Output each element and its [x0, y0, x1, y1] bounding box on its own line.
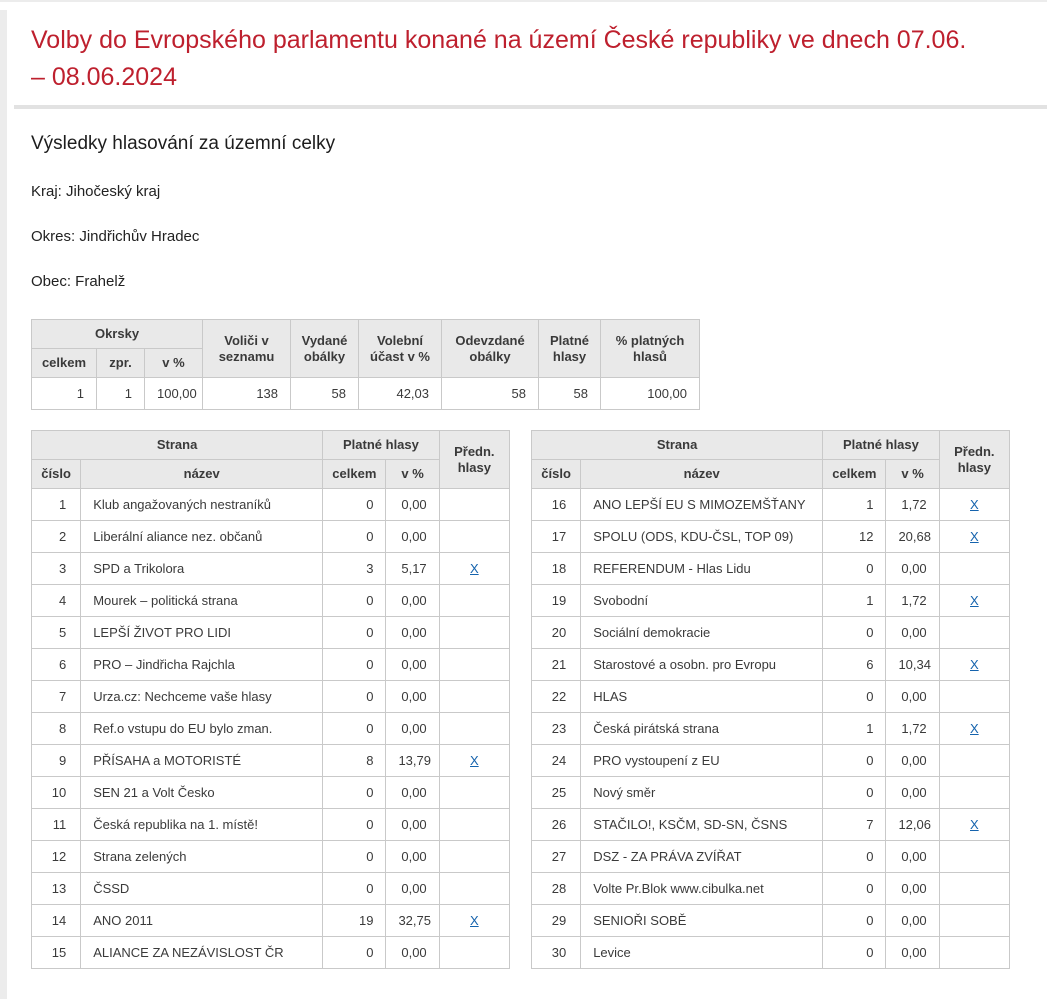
- party-total-cell: 1: [823, 489, 886, 521]
- summary-header-pct-platnych: % platných hlasů: [601, 320, 700, 378]
- party-pct-cell: 0,00: [886, 905, 939, 937]
- party-name-cell: Liberální aliance nez. občanů: [81, 521, 323, 553]
- party-row: [32, 649, 510, 681]
- party-pct-cell: 0,00: [886, 745, 939, 777]
- party-name-cell: Česká republika na 1. místě!: [81, 809, 323, 841]
- party-row: [32, 489, 510, 521]
- party-row: [532, 745, 1010, 777]
- party-number-cell: 16: [532, 489, 581, 521]
- party-total-cell: 0: [323, 873, 386, 905]
- party-pref-cell: [939, 937, 1009, 969]
- party-name-cell: Sociální demokracie: [581, 617, 823, 649]
- party-total-cell: 0: [823, 873, 886, 905]
- summary-platne-value: 58: [539, 378, 601, 410]
- party-total-cell: 0: [323, 649, 386, 681]
- party-name-cell: Ref.o vstupu do EU bylo zman.: [81, 713, 323, 745]
- party-name-cell: PŘÍSAHA a MOTORISTÉ: [81, 745, 323, 777]
- party-pct-cell: 0,00: [386, 777, 439, 809]
- party-row: [32, 937, 510, 969]
- party-header-cislo: číslo: [32, 460, 81, 489]
- party-name-cell: Klub angažovaných nestraníků: [81, 489, 323, 521]
- summary-table: [31, 319, 700, 410]
- page-left-edge-strip: [0, 10, 7, 999]
- party-pct-cell: 10,34: [886, 649, 939, 681]
- summary-header-v-pct: v %: [145, 349, 203, 378]
- party-pref-cell: [439, 873, 509, 905]
- party-name-cell: Nový směr: [581, 777, 823, 809]
- party-row: [532, 649, 1010, 681]
- party-pref-cell: [439, 745, 509, 777]
- party-pref-cell: [439, 937, 509, 969]
- party-row: [32, 809, 510, 841]
- party-name-cell: SPD a Trikolora: [81, 553, 323, 585]
- party-name-cell: REFERENDUM - Hlas Lidu: [581, 553, 823, 585]
- party-pref-cell: [939, 777, 1009, 809]
- party-total-cell: 8: [323, 745, 386, 777]
- party-pref-cell: [939, 553, 1009, 585]
- party-pref-cell: [439, 905, 509, 937]
- party-total-cell: 6: [823, 649, 886, 681]
- party-total-cell: 0: [323, 617, 386, 649]
- pref-votes-link[interactable]: X: [470, 561, 479, 576]
- party-row: [32, 713, 510, 745]
- party-pct-cell: 5,17: [386, 553, 439, 585]
- party-total-cell: 0: [823, 681, 886, 713]
- party-header-platne-hlasy: Platné hlasy: [823, 431, 939, 460]
- party-pct-cell: 0,00: [386, 873, 439, 905]
- party-name-cell: ANO LEPŠÍ EU S MIMOZEMŠŤANY: [581, 489, 823, 521]
- party-number-cell: 9: [32, 745, 81, 777]
- party-header-nazev: název: [581, 460, 823, 489]
- party-pref-cell: [939, 745, 1009, 777]
- party-row: [32, 521, 510, 553]
- party-pref-cell: [939, 905, 1009, 937]
- party-pref-cell: [939, 489, 1009, 521]
- party-total-cell: 0: [323, 713, 386, 745]
- party-total-cell: 19: [323, 905, 386, 937]
- party-number-cell: 27: [532, 841, 581, 873]
- pref-votes-link[interactable]: X: [970, 593, 979, 608]
- party-pct-cell: 0,00: [386, 521, 439, 553]
- title-divider: [14, 105, 1047, 109]
- party-number-cell: 8: [32, 713, 81, 745]
- party-number-cell: 30: [532, 937, 581, 969]
- party-number-cell: 10: [32, 777, 81, 809]
- party-number-cell: 25: [532, 777, 581, 809]
- party-pct-cell: 0,00: [886, 841, 939, 873]
- pref-votes-link[interactable]: X: [970, 721, 979, 736]
- party-number-cell: 5: [32, 617, 81, 649]
- party-name-cell: Česká pirátská strana: [581, 713, 823, 745]
- party-name-cell: Starostové a osobn. pro Evropu: [581, 649, 823, 681]
- party-pref-cell: [439, 617, 509, 649]
- party-name-cell: PRO vystoupení z EU: [581, 745, 823, 777]
- party-row: [32, 617, 510, 649]
- party-pct-cell: 0,00: [386, 489, 439, 521]
- party-pct-cell: 0,00: [886, 873, 939, 905]
- pref-votes-link[interactable]: X: [970, 817, 979, 832]
- party-header-predn-hlasy: Předn. hlasy: [439, 431, 509, 489]
- party-pct-cell: 1,72: [886, 713, 939, 745]
- summary-header-zpr: zpr.: [97, 349, 145, 378]
- party-name-cell: Volte Pr.Blok www.cibulka.net: [581, 873, 823, 905]
- party-row: [32, 873, 510, 905]
- party-number-cell: 7: [32, 681, 81, 713]
- party-header-platne-hlasy: Platné hlasy: [323, 431, 439, 460]
- party-header-celkem: celkem: [823, 460, 886, 489]
- party-pref-cell: [939, 521, 1009, 553]
- party-total-cell: 7: [823, 809, 886, 841]
- party-number-cell: 15: [32, 937, 81, 969]
- summary-pct-platnych-value: 100,00: [601, 378, 700, 410]
- party-pref-cell: [939, 585, 1009, 617]
- summary-header-vydane: Vydané obálky: [291, 320, 359, 378]
- party-row: [32, 905, 510, 937]
- party-pref-cell: [939, 681, 1009, 713]
- party-total-cell: 0: [823, 745, 886, 777]
- party-name-cell: SEN 21 a Volt Česko: [81, 777, 323, 809]
- party-pref-cell: [939, 649, 1009, 681]
- party-number-cell: 22: [532, 681, 581, 713]
- party-pref-cell: [439, 809, 509, 841]
- party-pref-cell: [439, 649, 509, 681]
- party-pct-cell: 0,00: [886, 937, 939, 969]
- party-row: [532, 681, 1010, 713]
- party-total-cell: 0: [823, 553, 886, 585]
- party-pct-cell: 13,79: [386, 745, 439, 777]
- summary-odevzdane-value: 58: [442, 378, 539, 410]
- party-pref-cell: [939, 873, 1009, 905]
- party-number-cell: 29: [532, 905, 581, 937]
- party-number-cell: 20: [532, 617, 581, 649]
- party-row: [532, 777, 1010, 809]
- party-number-cell: 1: [32, 489, 81, 521]
- party-pref-cell: [939, 617, 1009, 649]
- party-tables-wrap: [31, 430, 1047, 969]
- party-number-cell: 17: [532, 521, 581, 553]
- party-name-cell: Strana zelených: [81, 841, 323, 873]
- party-header-v-pct: v %: [886, 460, 939, 489]
- party-total-cell: 0: [323, 681, 386, 713]
- party-name-cell: LEPŠÍ ŽIVOT PRO LIDI: [81, 617, 323, 649]
- pref-votes-link[interactable]: X: [970, 497, 979, 512]
- summary-header-okrsky: Okrsky: [32, 320, 203, 349]
- summary-header-ucast: Volební účast v %: [359, 320, 442, 378]
- party-total-cell: 0: [323, 809, 386, 841]
- party-total-cell: 0: [823, 617, 886, 649]
- pref-votes-link[interactable]: X: [470, 913, 479, 928]
- party-header-cislo: číslo: [532, 460, 581, 489]
- party-pct-cell: 0,00: [386, 937, 439, 969]
- party-header-v-pct: v %: [386, 460, 439, 489]
- party-number-cell: 12: [32, 841, 81, 873]
- party-header-predn-hlasy: Předn. hlasy: [939, 431, 1009, 489]
- party-number-cell: 26: [532, 809, 581, 841]
- party-total-cell: 3: [323, 553, 386, 585]
- party-pct-cell: 0,00: [886, 617, 939, 649]
- party-name-cell: SENIOŘI SOBĚ: [581, 905, 823, 937]
- party-total-cell: 0: [323, 937, 386, 969]
- summary-data-row: [32, 378, 700, 410]
- party-pref-cell: [939, 809, 1009, 841]
- party-row: [32, 841, 510, 873]
- party-total-cell: 12: [823, 521, 886, 553]
- pref-votes-link[interactable]: X: [470, 753, 479, 768]
- party-pct-cell: 0,00: [386, 681, 439, 713]
- party-pct-cell: 1,72: [886, 489, 939, 521]
- summary-ucast-value: 42,03: [359, 378, 442, 410]
- party-row: [532, 873, 1010, 905]
- summary-header-odevzdane: Odevzdané obálky: [442, 320, 539, 378]
- party-name-cell: PRO – Jindřicha Rajchla: [81, 649, 323, 681]
- party-number-cell: 28: [532, 873, 581, 905]
- party-name-cell: Levice: [581, 937, 823, 969]
- summary-header-volici: Voliči v seznamu: [203, 320, 291, 378]
- summary-vydane-value: 58: [291, 378, 359, 410]
- party-total-cell: 0: [823, 777, 886, 809]
- party-pref-cell: [439, 585, 509, 617]
- party-row: [532, 937, 1010, 969]
- party-pref-cell: [439, 553, 509, 585]
- party-name-cell: Mourek – politická strana: [81, 585, 323, 617]
- party-pct-cell: 0,00: [386, 809, 439, 841]
- party-table-right: [531, 430, 1010, 969]
- summary-header-platne: Platné hlasy: [539, 320, 601, 378]
- pref-votes-link[interactable]: X: [970, 529, 979, 544]
- party-header-strana: Strana: [32, 431, 323, 460]
- party-pref-cell: [439, 521, 509, 553]
- party-name-cell: ALIANCE ZA NEZÁVISLOST ČR: [81, 937, 323, 969]
- party-row: [532, 489, 1010, 521]
- party-pref-cell: [439, 681, 509, 713]
- party-header-strana: Strana: [532, 431, 823, 460]
- party-total-cell: 1: [823, 585, 886, 617]
- party-row: [32, 585, 510, 617]
- party-table-left: [31, 430, 510, 969]
- party-name-cell: STAČILO!, KSČM, SD-SN, ČSNS: [581, 809, 823, 841]
- party-header-celkem: celkem: [323, 460, 386, 489]
- party-pct-cell: 0,00: [886, 553, 939, 585]
- party-total-cell: 0: [323, 521, 386, 553]
- summary-volici-value: 138: [203, 378, 291, 410]
- party-row: [532, 617, 1010, 649]
- summary-celkem-value: 1: [32, 378, 97, 410]
- section-heading: Výsledky hlasování za územní celky: [31, 133, 336, 154]
- summary-zpr-value: 1: [97, 378, 145, 410]
- party-pct-cell: 0,00: [386, 617, 439, 649]
- party-name-cell: ANO 2011: [81, 905, 323, 937]
- party-pref-cell: [939, 713, 1009, 745]
- main-content: [0, 22, 1047, 999]
- party-number-cell: 3: [32, 553, 81, 585]
- party-row: [532, 809, 1010, 841]
- summary-v-pct-value: 100,00: [145, 378, 203, 410]
- party-row: [532, 713, 1010, 745]
- party-pref-cell: [439, 777, 509, 809]
- party-name-cell: SPOLU (ODS, KDU-ČSL, TOP 09): [581, 521, 823, 553]
- party-pct-cell: 1,72: [886, 585, 939, 617]
- party-total-cell: 0: [823, 841, 886, 873]
- party-number-cell: 19: [532, 585, 581, 617]
- party-row: [532, 521, 1010, 553]
- party-name-cell: Svobodní: [581, 585, 823, 617]
- party-row: [532, 905, 1010, 937]
- party-total-cell: 1: [823, 713, 886, 745]
- party-row: [532, 553, 1010, 585]
- party-pct-cell: 0,00: [386, 713, 439, 745]
- pref-votes-link[interactable]: X: [970, 657, 979, 672]
- party-number-cell: 6: [32, 649, 81, 681]
- party-row: [532, 585, 1010, 617]
- party-number-cell: 21: [532, 649, 581, 681]
- party-total-cell: 0: [323, 777, 386, 809]
- party-pct-cell: 32,75: [386, 905, 439, 937]
- party-pref-cell: [439, 841, 509, 873]
- party-row: [32, 745, 510, 777]
- party-pct-cell: 0,00: [386, 585, 439, 617]
- party-total-cell: 0: [823, 905, 886, 937]
- party-row: [32, 777, 510, 809]
- party-pct-cell: 12,06: [886, 809, 939, 841]
- region-kraj: Kraj: Jihočeský kraj: [31, 183, 161, 200]
- party-row: [532, 841, 1010, 873]
- party-pct-cell: 0,00: [386, 841, 439, 873]
- party-pref-cell: [439, 713, 509, 745]
- party-header-nazev: název: [81, 460, 323, 489]
- party-total-cell: 0: [323, 489, 386, 521]
- region-okres: Okres: Jindřichův Hradec: [31, 228, 200, 245]
- party-name-cell: DSZ - ZA PRÁVA ZVÍŘAT: [581, 841, 823, 873]
- party-number-cell: 24: [532, 745, 581, 777]
- party-pref-cell: [939, 841, 1009, 873]
- party-row: [32, 553, 510, 585]
- party-number-cell: 23: [532, 713, 581, 745]
- party-name-cell: HLAS: [581, 681, 823, 713]
- party-pct-cell: 0,00: [886, 777, 939, 809]
- party-number-cell: 14: [32, 905, 81, 937]
- summary-header-celkem: celkem: [32, 349, 97, 378]
- party-row: [32, 681, 510, 713]
- page-title: Volby do Evropského parlamentu konané na území České republiky ve dnech 07.06. – 08.06.2024: [31, 26, 967, 91]
- party-number-cell: 2: [32, 521, 81, 553]
- party-name-cell: ČSSD: [81, 873, 323, 905]
- party-total-cell: 0: [323, 585, 386, 617]
- party-number-cell: 11: [32, 809, 81, 841]
- region-obec: Obec: Frahelž: [31, 273, 126, 290]
- party-number-cell: 18: [532, 553, 581, 585]
- party-pct-cell: 0,00: [386, 649, 439, 681]
- party-number-cell: 13: [32, 873, 81, 905]
- party-name-cell: Urza.cz: Nechceme vaše hlasy: [81, 681, 323, 713]
- party-total-cell: 0: [823, 937, 886, 969]
- party-pct-cell: 20,68: [886, 521, 939, 553]
- party-pref-cell: [439, 489, 509, 521]
- party-total-cell: 0: [323, 841, 386, 873]
- party-pct-cell: 0,00: [886, 681, 939, 713]
- party-number-cell: 4: [32, 585, 81, 617]
